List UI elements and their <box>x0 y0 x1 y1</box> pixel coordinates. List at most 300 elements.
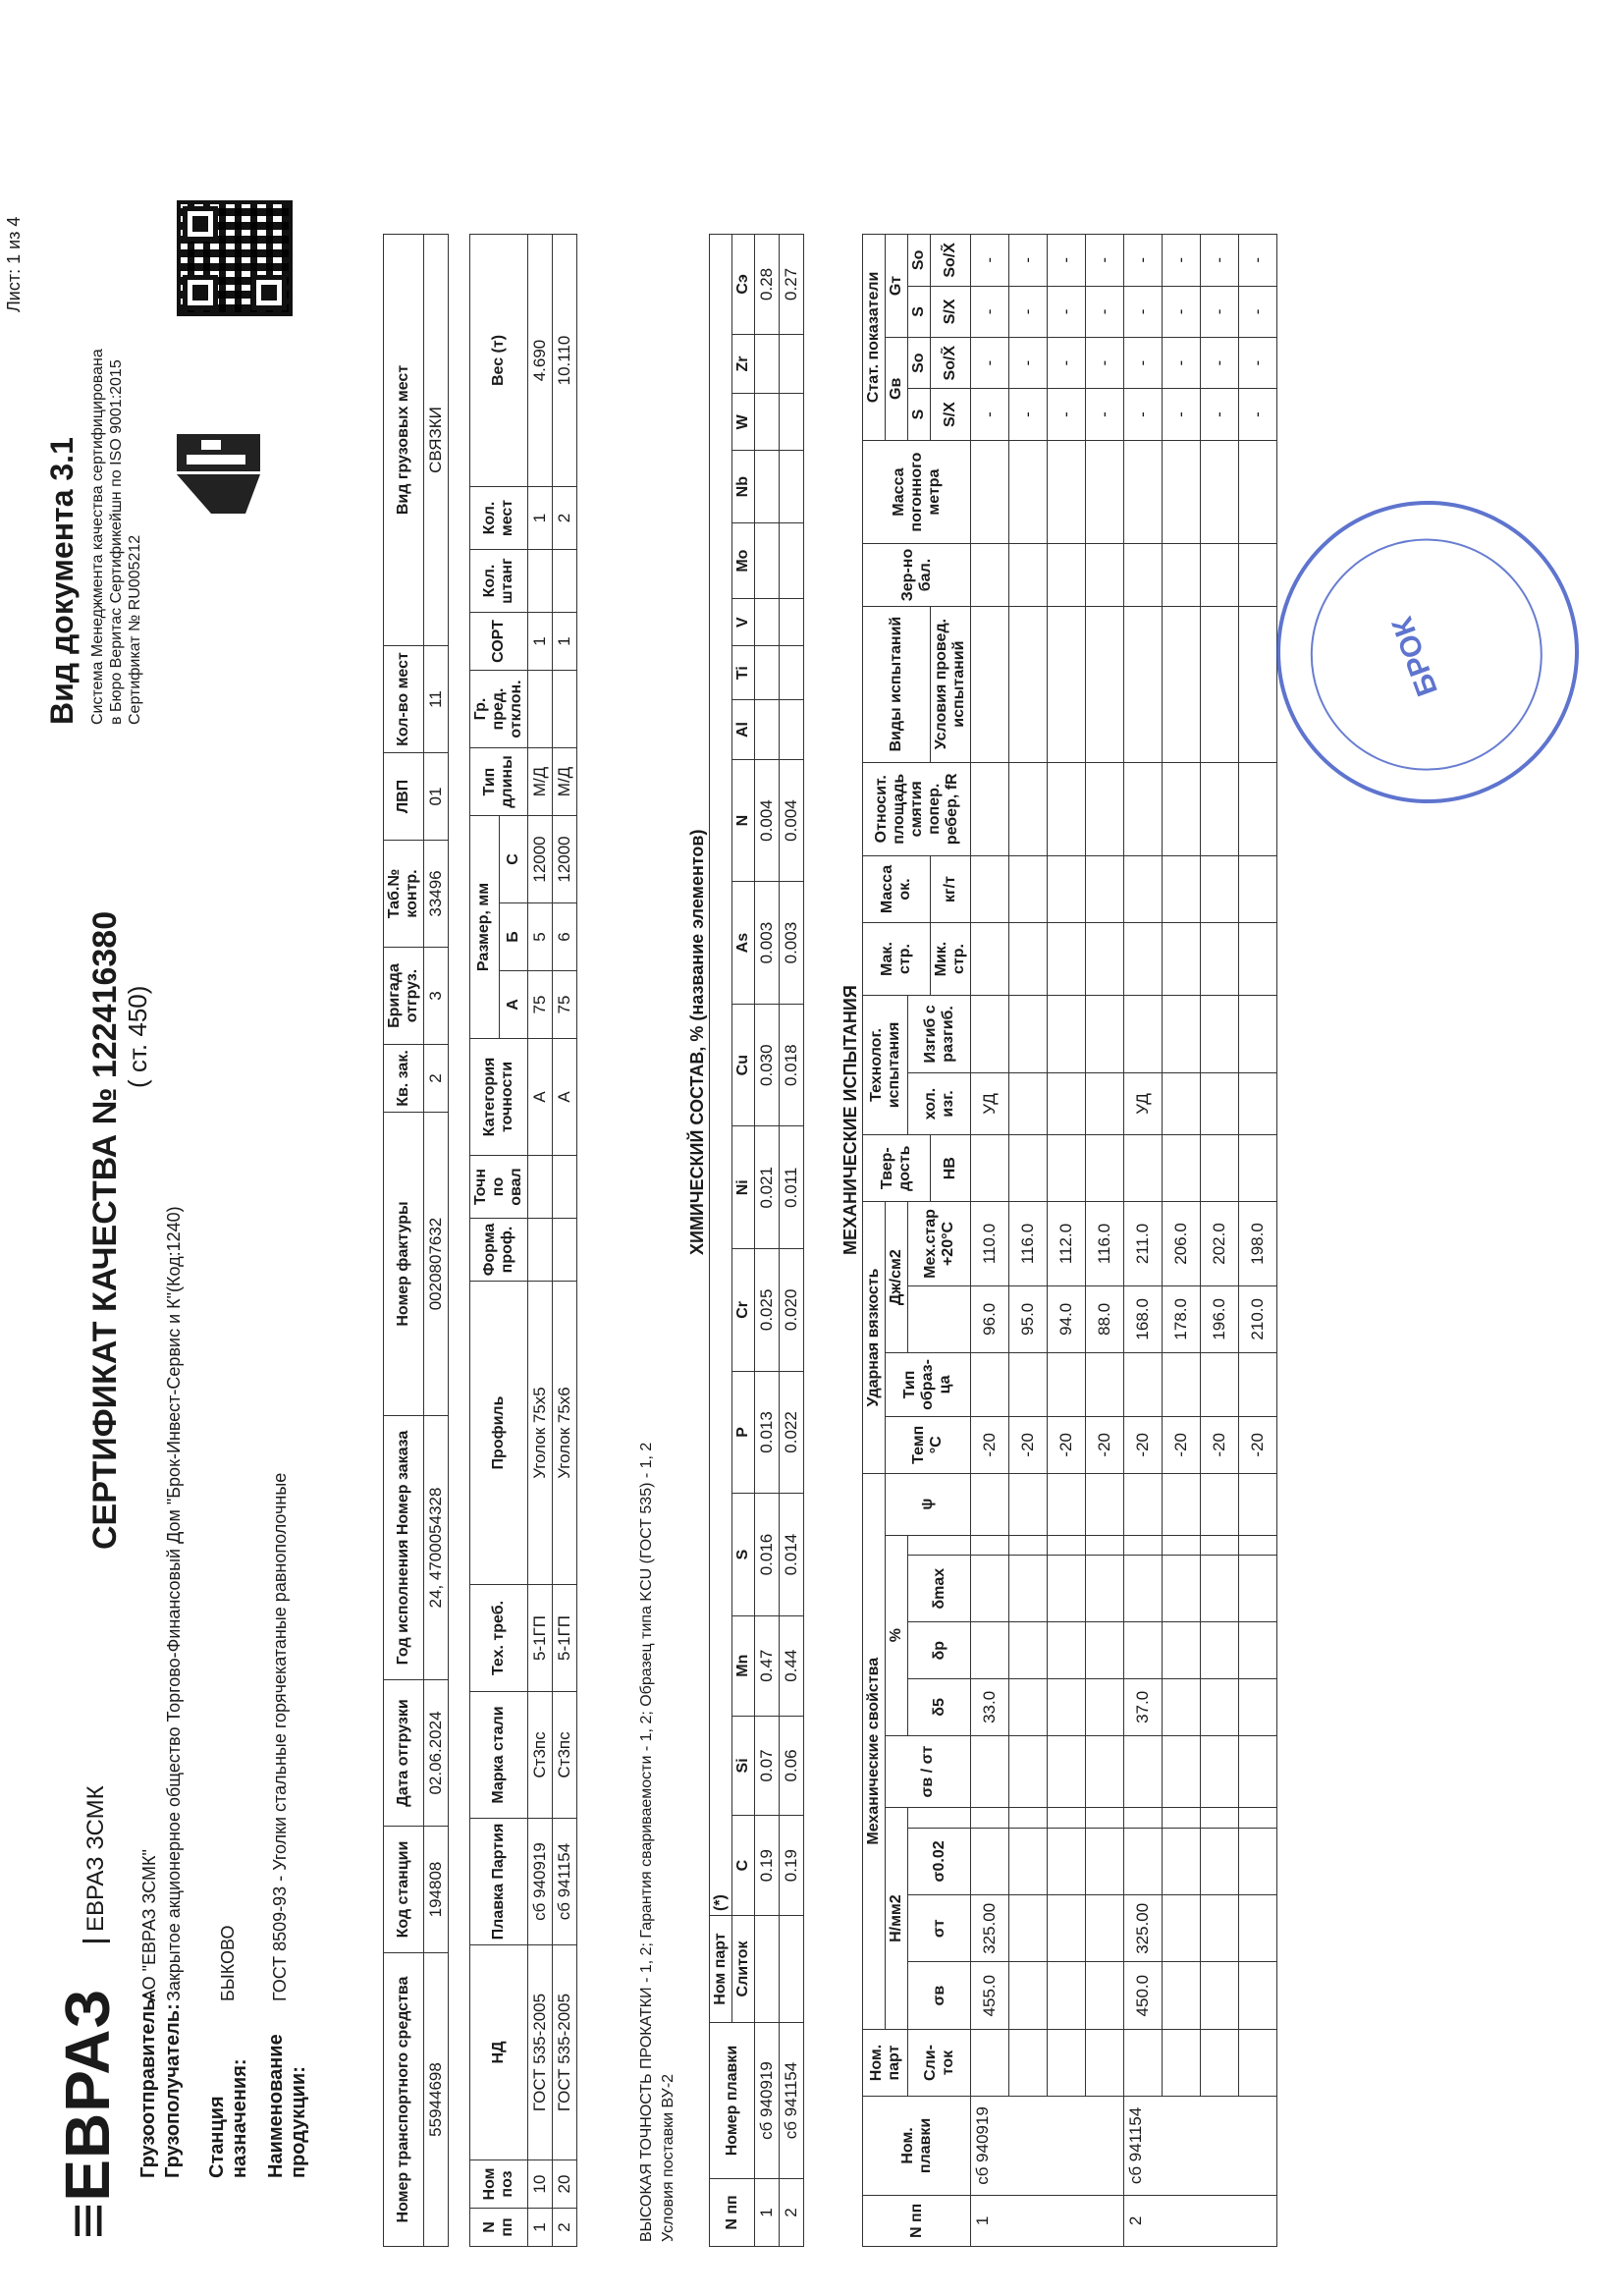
pos-cell: Ст3пс <box>528 1692 553 1819</box>
pos-cell: 5-1ГП <box>528 1585 553 1692</box>
mech-cell <box>1239 1135 1277 1202</box>
mech-row <box>1124 235 1163 2247</box>
mech-header: Виды испытаний <box>863 606 931 762</box>
mech-cell <box>1163 995 1201 1072</box>
mech-cell <box>1239 1473 1277 1535</box>
mech-header: So/X̃ <box>931 338 971 389</box>
mech-cell <box>1048 1135 1086 1202</box>
mech-cell <box>1201 1895 1239 1962</box>
mech-cell: - <box>1086 235 1124 287</box>
mech-header: δ5 <box>908 1679 971 1736</box>
mech-cell <box>1124 923 1163 996</box>
chem-cell: 0.014 <box>780 1494 804 1616</box>
chem-header-row <box>710 235 732 2247</box>
mech-cell <box>1163 1808 1201 1828</box>
mech-row <box>1009 235 1048 2247</box>
pos-cell <box>528 671 553 748</box>
mech-cell: 168.0 <box>1124 1285 1163 1352</box>
pos-cell: 1 <box>528 613 553 671</box>
mech-cell <box>1239 1352 1277 1416</box>
chem-element: Mo <box>732 522 755 599</box>
mech-cell <box>1163 1735 1201 1808</box>
mech-header-row <box>863 235 886 2247</box>
mech-cell <box>1048 1555 1086 1621</box>
chem-element: N <box>732 759 755 882</box>
mech-cell: - <box>971 235 1009 287</box>
mech-header: Ном. плавки <box>863 2097 971 2195</box>
mech-cell <box>1239 1535 1277 1555</box>
pos-cell: 2 <box>553 2209 577 2247</box>
pos-cell: 1 <box>528 2209 553 2247</box>
mech-cell <box>1086 995 1124 1072</box>
transport-header-row <box>384 235 424 2247</box>
pos-header: С <box>499 816 528 903</box>
shipper-label: Грузоотправитель: <box>137 1992 159 2178</box>
evraz-logo: ≡ЕВРАЗ <box>52 1988 123 2239</box>
transport-header: Таб.№ контр. <box>384 841 424 948</box>
mech-cell: - <box>1239 235 1277 287</box>
pos-cell: 1 <box>553 613 577 671</box>
mech-header: σт <box>908 1895 971 1962</box>
mech-cell: 450.0 <box>1124 1962 1163 2029</box>
transport-cell: 3 <box>424 948 449 1045</box>
chem-element: Cu <box>732 1004 755 1126</box>
mech-cell: - <box>1201 338 1239 389</box>
chem-cell: 0.19 <box>755 1816 780 1916</box>
chem-element: Al <box>732 700 755 759</box>
mech-cell <box>1239 923 1277 996</box>
pos-cell: 12000 <box>528 816 553 903</box>
chem-cell: 0.020 <box>780 1249 804 1372</box>
chem-element: Nb <box>732 451 755 522</box>
mech-header: Мак. стр. <box>863 923 931 996</box>
mech-cell <box>1201 855 1239 922</box>
mech-cell: - <box>1163 235 1201 287</box>
mech-cell <box>1201 1735 1239 1808</box>
mech-cell <box>1163 1352 1201 1416</box>
mech-cell: сб 940919 <box>971 2097 1124 2195</box>
mech-cell <box>1124 440 1163 544</box>
mech-header: S/X <box>931 389 971 440</box>
chem-header: Слиток <box>732 1916 755 2023</box>
mech-cell <box>1239 762 1277 855</box>
mech-cell <box>1239 2029 1277 2096</box>
mech-cell: - <box>1048 286 1086 337</box>
transport-header: Кол-во мест <box>384 646 424 753</box>
pos-header: Тип длины <box>470 748 528 816</box>
document-kind: Вид документа 3.1 <box>44 437 80 725</box>
mech-cell <box>1009 2029 1048 2096</box>
pos-header: Точн по овал <box>470 1156 528 1219</box>
mech-cell <box>1048 1895 1086 1962</box>
mech-cell: 325.00 <box>971 1895 1009 1962</box>
mech-cell: сб 941154 <box>1124 2097 1277 2195</box>
mech-header: Темп °С <box>886 1416 971 1473</box>
transport-header: Год исполнения Номер заказа <box>384 1416 424 1680</box>
mech-header: σ0.02 <box>908 1828 971 1894</box>
chem-element: As <box>732 882 755 1005</box>
mech-cell <box>971 1735 1009 1808</box>
chem-cell: 0.44 <box>780 1615 804 1716</box>
pos-cell: ГОСТ 535-2005 <box>528 1945 553 2160</box>
chem-element: P <box>732 1371 755 1494</box>
mech-header: Тип образ-ца <box>886 1352 971 1416</box>
note-line-2: Условия поставки ВУ-2 <box>660 2073 677 2242</box>
pos-cell <box>528 550 553 613</box>
mech-cell <box>1086 606 1124 762</box>
mech-cell <box>1124 1352 1163 1416</box>
mech-header: Зер-но бал. <box>863 544 971 606</box>
mech-cell <box>1239 440 1277 544</box>
mech-cell <box>971 995 1009 1072</box>
consignee-label: Грузополучатель: <box>162 2003 184 2178</box>
transport-header: Вид грузовых мест <box>384 235 424 646</box>
mech-cell: - <box>1163 389 1201 440</box>
transport-cell: 33496 <box>424 841 449 948</box>
mech-cell: - <box>1163 338 1201 389</box>
mech-cell <box>1009 1962 1048 2029</box>
mech-cell <box>1048 1352 1086 1416</box>
mech-cell <box>1201 1828 1239 1894</box>
mech-cell <box>1009 855 1048 922</box>
mech-header: Твер-дость <box>863 1135 931 1202</box>
mech-cell <box>1086 762 1124 855</box>
mech-cell <box>1163 1828 1201 1894</box>
mech-cell <box>1201 1072 1239 1134</box>
mech-cell <box>1086 1622 1124 1679</box>
mech-cell <box>1201 1352 1239 1416</box>
mech-cell <box>1086 1072 1124 1134</box>
mech-cell: - <box>971 338 1009 389</box>
note-line-1: ВЫСОКАЯ ТОЧНОСТЬ ПРОКАТКИ - 1, 2; Гарантия свариваемости - 1, 2; Образец типа KCU (ГОСТ 535) - 1, 2 <box>638 1442 655 2242</box>
pos-header: Вес (т) <box>470 235 528 487</box>
chem-element: Zr <box>732 334 755 393</box>
mech-header: S <box>908 389 931 440</box>
mech-cell <box>1048 544 1086 606</box>
pos-cell: 1 <box>528 487 553 550</box>
transport-row <box>424 235 449 2247</box>
pos-header: СОРТ <box>470 613 528 671</box>
transport-table <box>383 234 449 2247</box>
mech-cell <box>971 1808 1009 1828</box>
chem-cell: 0.030 <box>755 1004 780 1126</box>
mech-cell <box>1163 1962 1201 2029</box>
mech-header: % <box>886 1535 908 1735</box>
mech-header: δmax <box>908 1555 971 1621</box>
pos-cell <box>553 1219 577 1282</box>
chem-cell: сб 941154 <box>780 2023 804 2179</box>
transport-header: Код станции <box>384 1827 424 1953</box>
mech-cell <box>1048 995 1086 1072</box>
position-row <box>528 235 553 2247</box>
chem-title: ХИМИЧЕСКИЙ СОСТАВ, % (название элементов) <box>687 829 707 1255</box>
mech-cell <box>1048 1962 1086 2029</box>
pos-cell: М/Д <box>553 748 577 816</box>
mech-cell <box>1201 1135 1239 1202</box>
chem-row <box>755 235 780 2247</box>
mech-cell <box>1048 1072 1086 1134</box>
mech-cell <box>1163 855 1201 922</box>
chem-cell: 0.003 <box>755 882 780 1005</box>
mech-cell <box>1086 1735 1124 1808</box>
evraz-logo-subtitle: ЕВРАЗ ЗСМК <box>82 1785 110 1942</box>
mech-cell: - <box>1239 286 1277 337</box>
mech-cell <box>1163 606 1201 762</box>
positions-header-row <box>470 235 500 2247</box>
mech-cell <box>1086 923 1124 996</box>
mech-cell: 37.0 <box>1124 1679 1163 1736</box>
mech-cell <box>1239 544 1277 606</box>
mech-header: Ударная вязкость <box>863 1202 886 1473</box>
iso-line: Сертификат № RU005212 <box>127 534 143 725</box>
mech-header: S <box>908 286 931 337</box>
mech-cell <box>1163 1535 1201 1555</box>
pos-header: Кол. мест <box>470 487 528 550</box>
mech-cell <box>1009 1895 1048 1962</box>
pos-cell: сб 940919 <box>528 1819 553 1945</box>
mech-cell <box>1201 606 1239 762</box>
mech-cell <box>971 1535 1009 1555</box>
mech-cell <box>1239 1555 1277 1621</box>
mech-cell: - <box>1239 389 1277 440</box>
mech-cell <box>1239 1962 1277 2029</box>
chem-cell: 1 <box>755 2179 780 2247</box>
mech-row <box>1201 235 1239 2247</box>
pos-header: Кол. штанг <box>470 550 528 613</box>
chem-cell <box>780 599 804 646</box>
mech-cell <box>1009 1828 1048 1894</box>
chem-cell: 0.06 <box>780 1716 804 1816</box>
mech-cell <box>1086 1135 1124 1202</box>
iso-statement <box>88 273 144 725</box>
mech-cell <box>1048 1535 1086 1555</box>
mech-header: Масса ок. <box>863 855 931 922</box>
chem-element: Cr <box>732 1249 755 1372</box>
pos-cell: 75 <box>553 971 577 1039</box>
mech-cell: 116.0 <box>1086 1202 1124 1285</box>
pos-header: Профиль <box>470 1282 528 1585</box>
mech-cell <box>971 855 1009 922</box>
chem-cell: 0.47 <box>755 1615 780 1716</box>
mech-cell <box>1163 2029 1201 2096</box>
mech-cell <box>1201 1962 1239 2029</box>
certificate-number: № 122416380 <box>86 910 124 1125</box>
pos-header: Размер, мм <box>470 816 500 1039</box>
mech-cell <box>1086 855 1124 922</box>
position-row <box>553 235 577 2247</box>
mech-cell <box>1086 1808 1124 1828</box>
pos-cell: 12000 <box>553 816 577 903</box>
mech-cell <box>1201 1555 1239 1621</box>
mech-cell <box>971 1473 1009 1535</box>
pos-cell: 5 <box>528 903 553 971</box>
chem-cell <box>755 394 780 451</box>
pos-header: Форма проф. <box>470 1219 528 1282</box>
mech-row <box>1048 235 1086 2247</box>
mech-header: Стат. показатели <box>863 235 886 441</box>
mech-cell <box>1048 440 1086 544</box>
mech-cell <box>1201 440 1239 544</box>
chem-cell: 0.003 <box>780 882 804 1005</box>
mech-cell: -20 <box>1048 1416 1086 1473</box>
mech-cell <box>1009 1473 1048 1535</box>
chem-cell: 0.025 <box>755 1249 780 1372</box>
pos-cell: 6 <box>553 903 577 971</box>
mech-cell <box>1086 544 1124 606</box>
pos-header: НД <box>470 1945 528 2160</box>
mech-cell <box>1239 1735 1277 1808</box>
chem-row <box>780 235 804 2247</box>
mech-table <box>862 234 1277 2247</box>
mech-cell <box>971 923 1009 996</box>
product-label: Наименование продукции: <box>265 2034 309 2178</box>
chem-cell: 0.004 <box>755 759 780 882</box>
transport-cell: 02.06.2024 <box>424 1680 449 1827</box>
mech-body <box>971 235 1277 2247</box>
mech-cell <box>971 2029 1009 2096</box>
mech-header: Дж/см2 <box>886 1202 908 1353</box>
mech-header: Ном. парт <box>863 2029 908 2096</box>
mech-cell <box>971 606 1009 762</box>
mech-cell <box>1009 440 1048 544</box>
mech-cell: УД <box>1124 1072 1163 1134</box>
station-value: БЫКОВО <box>218 1925 238 2001</box>
chem-element: S <box>732 1494 755 1616</box>
mech-cell: - <box>1201 286 1239 337</box>
mech-cell <box>1239 1828 1277 1894</box>
chem-cell: сб 940919 <box>755 2023 780 2179</box>
mech-header: Мех.стар +20°С <box>908 1202 971 1285</box>
chem-elements-row <box>732 235 755 2247</box>
mech-cell <box>1239 855 1277 922</box>
mech-header: σв <box>908 1962 971 2029</box>
transport-cell: 11 <box>424 646 449 753</box>
mech-cell: - <box>971 389 1009 440</box>
mech-header: кг/т <box>931 855 971 922</box>
mech-cell <box>1124 544 1163 606</box>
mech-header: σв / σт <box>886 1735 971 1808</box>
mech-cell <box>1086 1828 1124 1894</box>
chem-cell <box>755 1916 780 2023</box>
mech-cell <box>1086 440 1124 544</box>
pos-cell: А <box>553 1039 577 1156</box>
mech-cell: - <box>1124 338 1163 389</box>
mech-cell: - <box>1048 235 1086 287</box>
mech-cell <box>1163 440 1201 544</box>
mech-cell <box>1239 606 1277 762</box>
transport-cell: 0020807632 <box>424 1113 449 1416</box>
transport-header: Бригада отгруз. <box>384 948 424 1045</box>
mech-cell: -20 <box>1163 1416 1201 1473</box>
mech-cell <box>1163 1622 1201 1679</box>
chem-element: Mn <box>732 1615 755 1716</box>
mech-row <box>1163 235 1201 2247</box>
mech-cell <box>1009 1135 1048 1202</box>
mech-cell <box>1124 606 1163 762</box>
pos-cell <box>553 550 577 613</box>
chem-cell <box>755 645 780 699</box>
mech-cell <box>1048 1622 1086 1679</box>
mech-cell: - <box>1124 286 1163 337</box>
mech-cell <box>1124 1135 1163 1202</box>
mech-cell <box>1201 1473 1239 1535</box>
mech-cell <box>1163 544 1201 606</box>
mech-header: хол. изг. <box>908 1072 971 1134</box>
mech-cell <box>1163 762 1201 855</box>
pos-header: Б <box>499 903 528 971</box>
pos-cell: 4.690 <box>528 235 553 487</box>
mech-cell <box>971 440 1009 544</box>
chem-cell <box>780 700 804 759</box>
chem-cell <box>780 334 804 393</box>
chem-element: Si <box>732 1716 755 1816</box>
mech-cell <box>1239 1895 1277 1962</box>
pos-cell <box>553 671 577 748</box>
chem-header: N пп <box>710 2179 755 2247</box>
chem-cell: 0.016 <box>755 1494 780 1616</box>
pos-header: Ном поз <box>470 2160 528 2209</box>
mech-cell <box>1124 1808 1163 1828</box>
mech-cell <box>1201 995 1239 1072</box>
mech-cell <box>1239 1679 1277 1736</box>
mech-cell <box>971 1555 1009 1621</box>
mech-cell: - <box>1201 389 1239 440</box>
mech-cell <box>971 762 1009 855</box>
zsmk-mark-icon <box>157 430 265 519</box>
chem-cell <box>755 334 780 393</box>
certificate-title-prefix: СЕРТИФИКАТ КАЧЕСТВА <box>86 1133 124 1550</box>
chem-cell <box>755 451 780 522</box>
mech-cell: 95.0 <box>1009 1285 1048 1352</box>
chem-cell <box>780 451 804 522</box>
transport-cell: 55944698 <box>424 1953 449 2247</box>
mech-cell <box>1163 1135 1201 1202</box>
mech-title: МЕХАНИЧЕСКИЕ ИСПЫТАНИЯ <box>840 985 860 1255</box>
pos-cell: 10 <box>528 2160 553 2209</box>
mech-cell <box>1086 1555 1124 1621</box>
mech-cell <box>1009 923 1048 996</box>
mech-cell: 110.0 <box>971 1202 1009 1285</box>
chem-header: (*) <box>710 235 732 1916</box>
mech-cell <box>1124 1555 1163 1621</box>
mech-cell <box>1086 1679 1124 1736</box>
mech-cell: 2 <box>1124 2195 1277 2246</box>
transport-cell: 2 <box>424 1045 449 1113</box>
mech-cell: 112.0 <box>1048 1202 1086 1285</box>
mech-cell: - <box>971 286 1009 337</box>
mech-cell <box>1163 1072 1201 1134</box>
mech-cell <box>1163 1895 1201 1962</box>
company-stamp: БРОК <box>1234 459 1622 847</box>
mech-header: Gв <box>886 338 908 441</box>
mech-cell <box>971 1352 1009 1416</box>
mech-cell <box>1009 762 1048 855</box>
pos-cell: 10.110 <box>553 235 577 487</box>
mech-cell: - <box>1163 286 1201 337</box>
certificate-title <box>86 911 125 1550</box>
chem-element: Ti <box>732 645 755 699</box>
mech-cell <box>1124 995 1163 1072</box>
mech-header: S/X <box>931 286 971 337</box>
iso-line: в Бюро Веритас Сертификейшн по ISO 9001:2015 <box>108 359 125 725</box>
chem-element: V <box>732 599 755 646</box>
chem-element: W <box>732 394 755 451</box>
chem-cell: 0.018 <box>780 1004 804 1126</box>
mech-cell <box>1163 923 1201 996</box>
mech-cell: -20 <box>1201 1416 1239 1473</box>
mech-cell: 88.0 <box>1086 1285 1124 1352</box>
mech-cell: -20 <box>1009 1416 1048 1473</box>
